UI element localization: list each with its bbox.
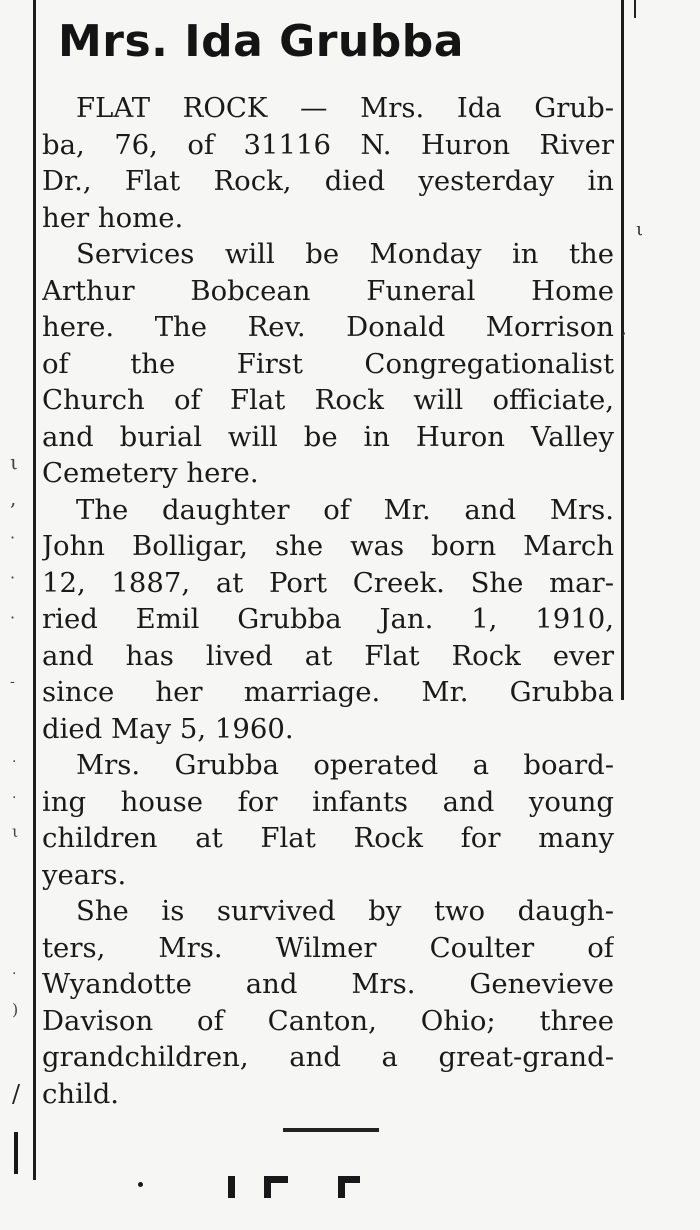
- separator-rule: [283, 1128, 379, 1132]
- text-line: since her marriage. Mr. Grubba: [42, 676, 614, 708]
- text-line: Wyandotte and Mrs. Genevieve: [42, 968, 614, 1000]
- text-line: Arthur Bobcean Funeral Home: [42, 274, 614, 307]
- margin-scan-mark: ·: [10, 528, 16, 547]
- text-line: Dr., Flat Rock, died yesterday in: [42, 165, 614, 197]
- text-line: grandchildren, and a great-grand-: [42, 1041, 614, 1073]
- article-body: [42, 90, 614, 1112]
- margin-scan-mark: /: [12, 1080, 21, 1108]
- margin-scan-mark: ·: [10, 568, 16, 587]
- text-line: and has lived at Flat Rock ever: [42, 639, 614, 672]
- text-line: She is survived by two daugh-: [76, 895, 614, 927]
- margin-scan-mark: ·: [12, 790, 17, 806]
- text-line: here. The Rev. Donald Morrison: [42, 311, 614, 343]
- margin-scan-mark: ·: [12, 966, 17, 982]
- text-line: children at Flat Rock for many: [42, 822, 614, 854]
- text-line: Church of Flat Rock will officiate,: [42, 384, 614, 416]
- next-article-fragment: [130, 1172, 390, 1212]
- text-line: John Bolligar, she was born March: [42, 530, 614, 562]
- margin-scan-mark: ,: [622, 322, 627, 338]
- text-line: ried Emil Grubba Jan. 1, 1910,: [42, 603, 614, 635]
- text-line: and burial will be in Huron Valley: [42, 420, 614, 453]
- margin-scan-mark: ·: [12, 754, 17, 770]
- text-line: Mrs. Grubba operated a board-: [76, 749, 614, 781]
- column-rule-left: [33, 0, 36, 1180]
- margin-scan-mark: ): [12, 1000, 19, 1019]
- paragraph: [42, 747, 614, 893]
- text-line: died May 5, 1960.: [42, 712, 294, 745]
- text-line: ing house for infants and young: [42, 785, 614, 818]
- text-line: Davison of Canton, Ohio; three: [42, 1004, 614, 1037]
- margin-scan-mark: ·: [10, 608, 16, 627]
- text-line: 12, 1887, at Port Creek. She mar-: [42, 566, 614, 599]
- margin-scan-mark: [14, 1132, 18, 1174]
- paragraph: [42, 492, 614, 748]
- margin-scan-mark: ι: [12, 822, 19, 841]
- column-rule-right-fragment: [634, 0, 636, 18]
- paragraph: [42, 236, 614, 492]
- text-line: ters, Mrs. Wilmer Coulter of: [42, 931, 614, 964]
- text-line: Cemetery here.: [42, 457, 259, 489]
- paragraph: [42, 893, 614, 1112]
- headline: Mrs. Ida Grubba: [58, 16, 464, 67]
- margin-scan-mark: -: [10, 674, 15, 690]
- text-line: FLAT ROCK — Mrs. Ida Grub-: [76, 92, 614, 124]
- paragraph: [42, 90, 614, 236]
- text-line: of the First Congregationalist: [42, 347, 614, 380]
- column-rule-right: [621, 0, 627, 700]
- margin-scan-mark: ι: [636, 219, 644, 240]
- text-line: Services will be Monday in the: [76, 238, 614, 270]
- text-line: The daughter of Mr. and Mrs.: [76, 493, 614, 526]
- text-line: ba, 76, of 31116 N. Huron River: [42, 128, 614, 161]
- margin-scan-mark: ι: [10, 450, 18, 474]
- text-line: years.: [42, 858, 127, 891]
- text-line: her home.: [42, 201, 184, 234]
- text-line: child.: [42, 1077, 120, 1110]
- margin-scan-mark: ,: [10, 486, 17, 510]
